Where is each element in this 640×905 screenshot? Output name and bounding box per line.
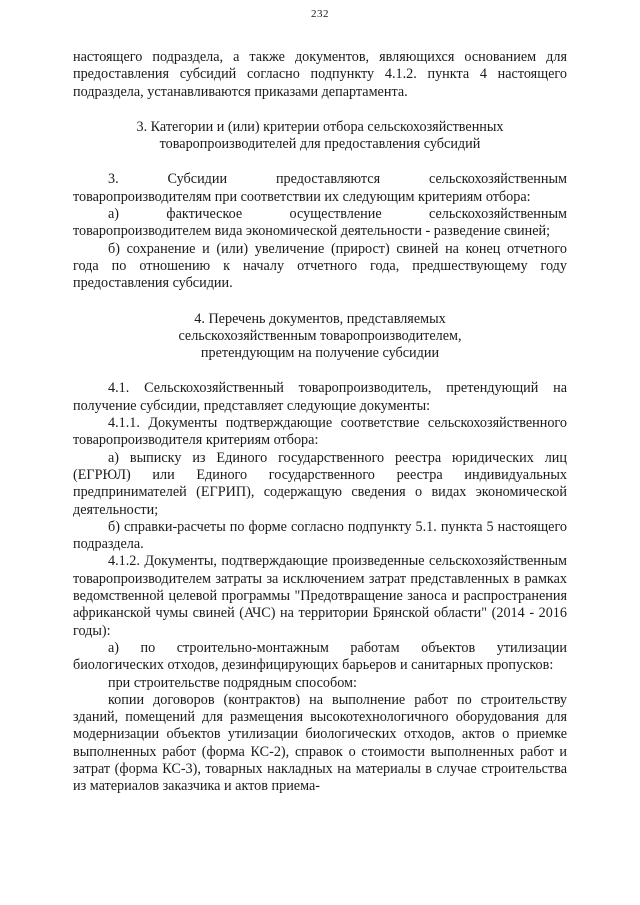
section-4-heading: 4. Перечень документов, представляемых сельскохозяйственным товаропроизводителем, претендующим на получение субсидии: [178, 310, 462, 362]
criterion-b: б) сохранение и (или) увеличение (прирост) свиней на конец отчетного года по отношению к началу отчетного года, предшествующему году предоставления субсидии.: [73, 240, 567, 292]
criterion-a: а) фактическое осуществление сельскохозяйственным товаропроизводителем вида экономической деятельности - разведение свиней;: [73, 206, 567, 240]
item-4-1-2-a: а) по строительно-монтажным работам объектов утилизации биологических отходов, дезинфицирующих барьеров и санитарных пропусков:: [73, 639, 567, 674]
document-body: [73, 49, 567, 796]
page-number: 232: [311, 8, 329, 20]
intro-paragraph: настоящего подраздела, а также документов, являющихся основанием для предоставления субсидий согласно подпункту 4.1.2. пункта 4 настоящего подраздела, устанавливаются приказами департамента.: [73, 49, 567, 100]
item-4-1-1: 4.1.1. Документы подтверждающие соответствие сельскохозяйственного товаропроизводителя критериям отбора:: [73, 415, 567, 449]
contract-method: при строительстве подрядным способом:: [108, 674, 357, 691]
item-4-1-1-a: а) выписку из Единого государственного реестра юридических лиц (ЕГРЮЛ) или Единого государственного реестра индивидуальных предпринимателей (ЕГРИП), содержащую сведения о видах экономической деятельности;: [73, 449, 567, 518]
section-3-paragraph: 3. Субсидии предоставляются сельскохозяйственным товаропроизводителям при соответствии их следующим критериям отбора:: [73, 171, 567, 205]
section-3-heading: 3. Категории и (или) критерии отбора сельскохозяйственных товаропроизводителей для предоставления субсидий: [136, 118, 504, 153]
contract-copies: копии договоров (контрактов) на выполнение работ по строительству зданий, помещений для размещения высокотехнологичного оборудования для модернизации объектов утилизации биологических отходов, актов о приемке выполненных работ (форма КС-2), справок о стоимости выполненных работ и затрат (форма КС-3), товарных накладных на материалы в случае строительства из материалов заказчика и актов приема-: [73, 691, 567, 795]
item-4-1-1-b: б) справки-расчеты по форме согласно подпункту 5.1. пункта 5 настоящего подраздела.: [73, 518, 567, 553]
item-4-1-2: 4.1.2. Документы, подтверждающие произведенные сельскохозяйственным товаропроизводителем затраты за исключением затрат представленных в рамках ведомственной целевой программы "Предотвращение заноса и распространения африканской чумы свиней (АЧС) на территории Брянской области" (2014 - 2016 годы):: [73, 553, 567, 639]
item-4-1: 4.1. Сельскохозяйственный товаропроизводитель, претендующий на получение субсидии, представляет следующие документы:: [73, 380, 567, 414]
